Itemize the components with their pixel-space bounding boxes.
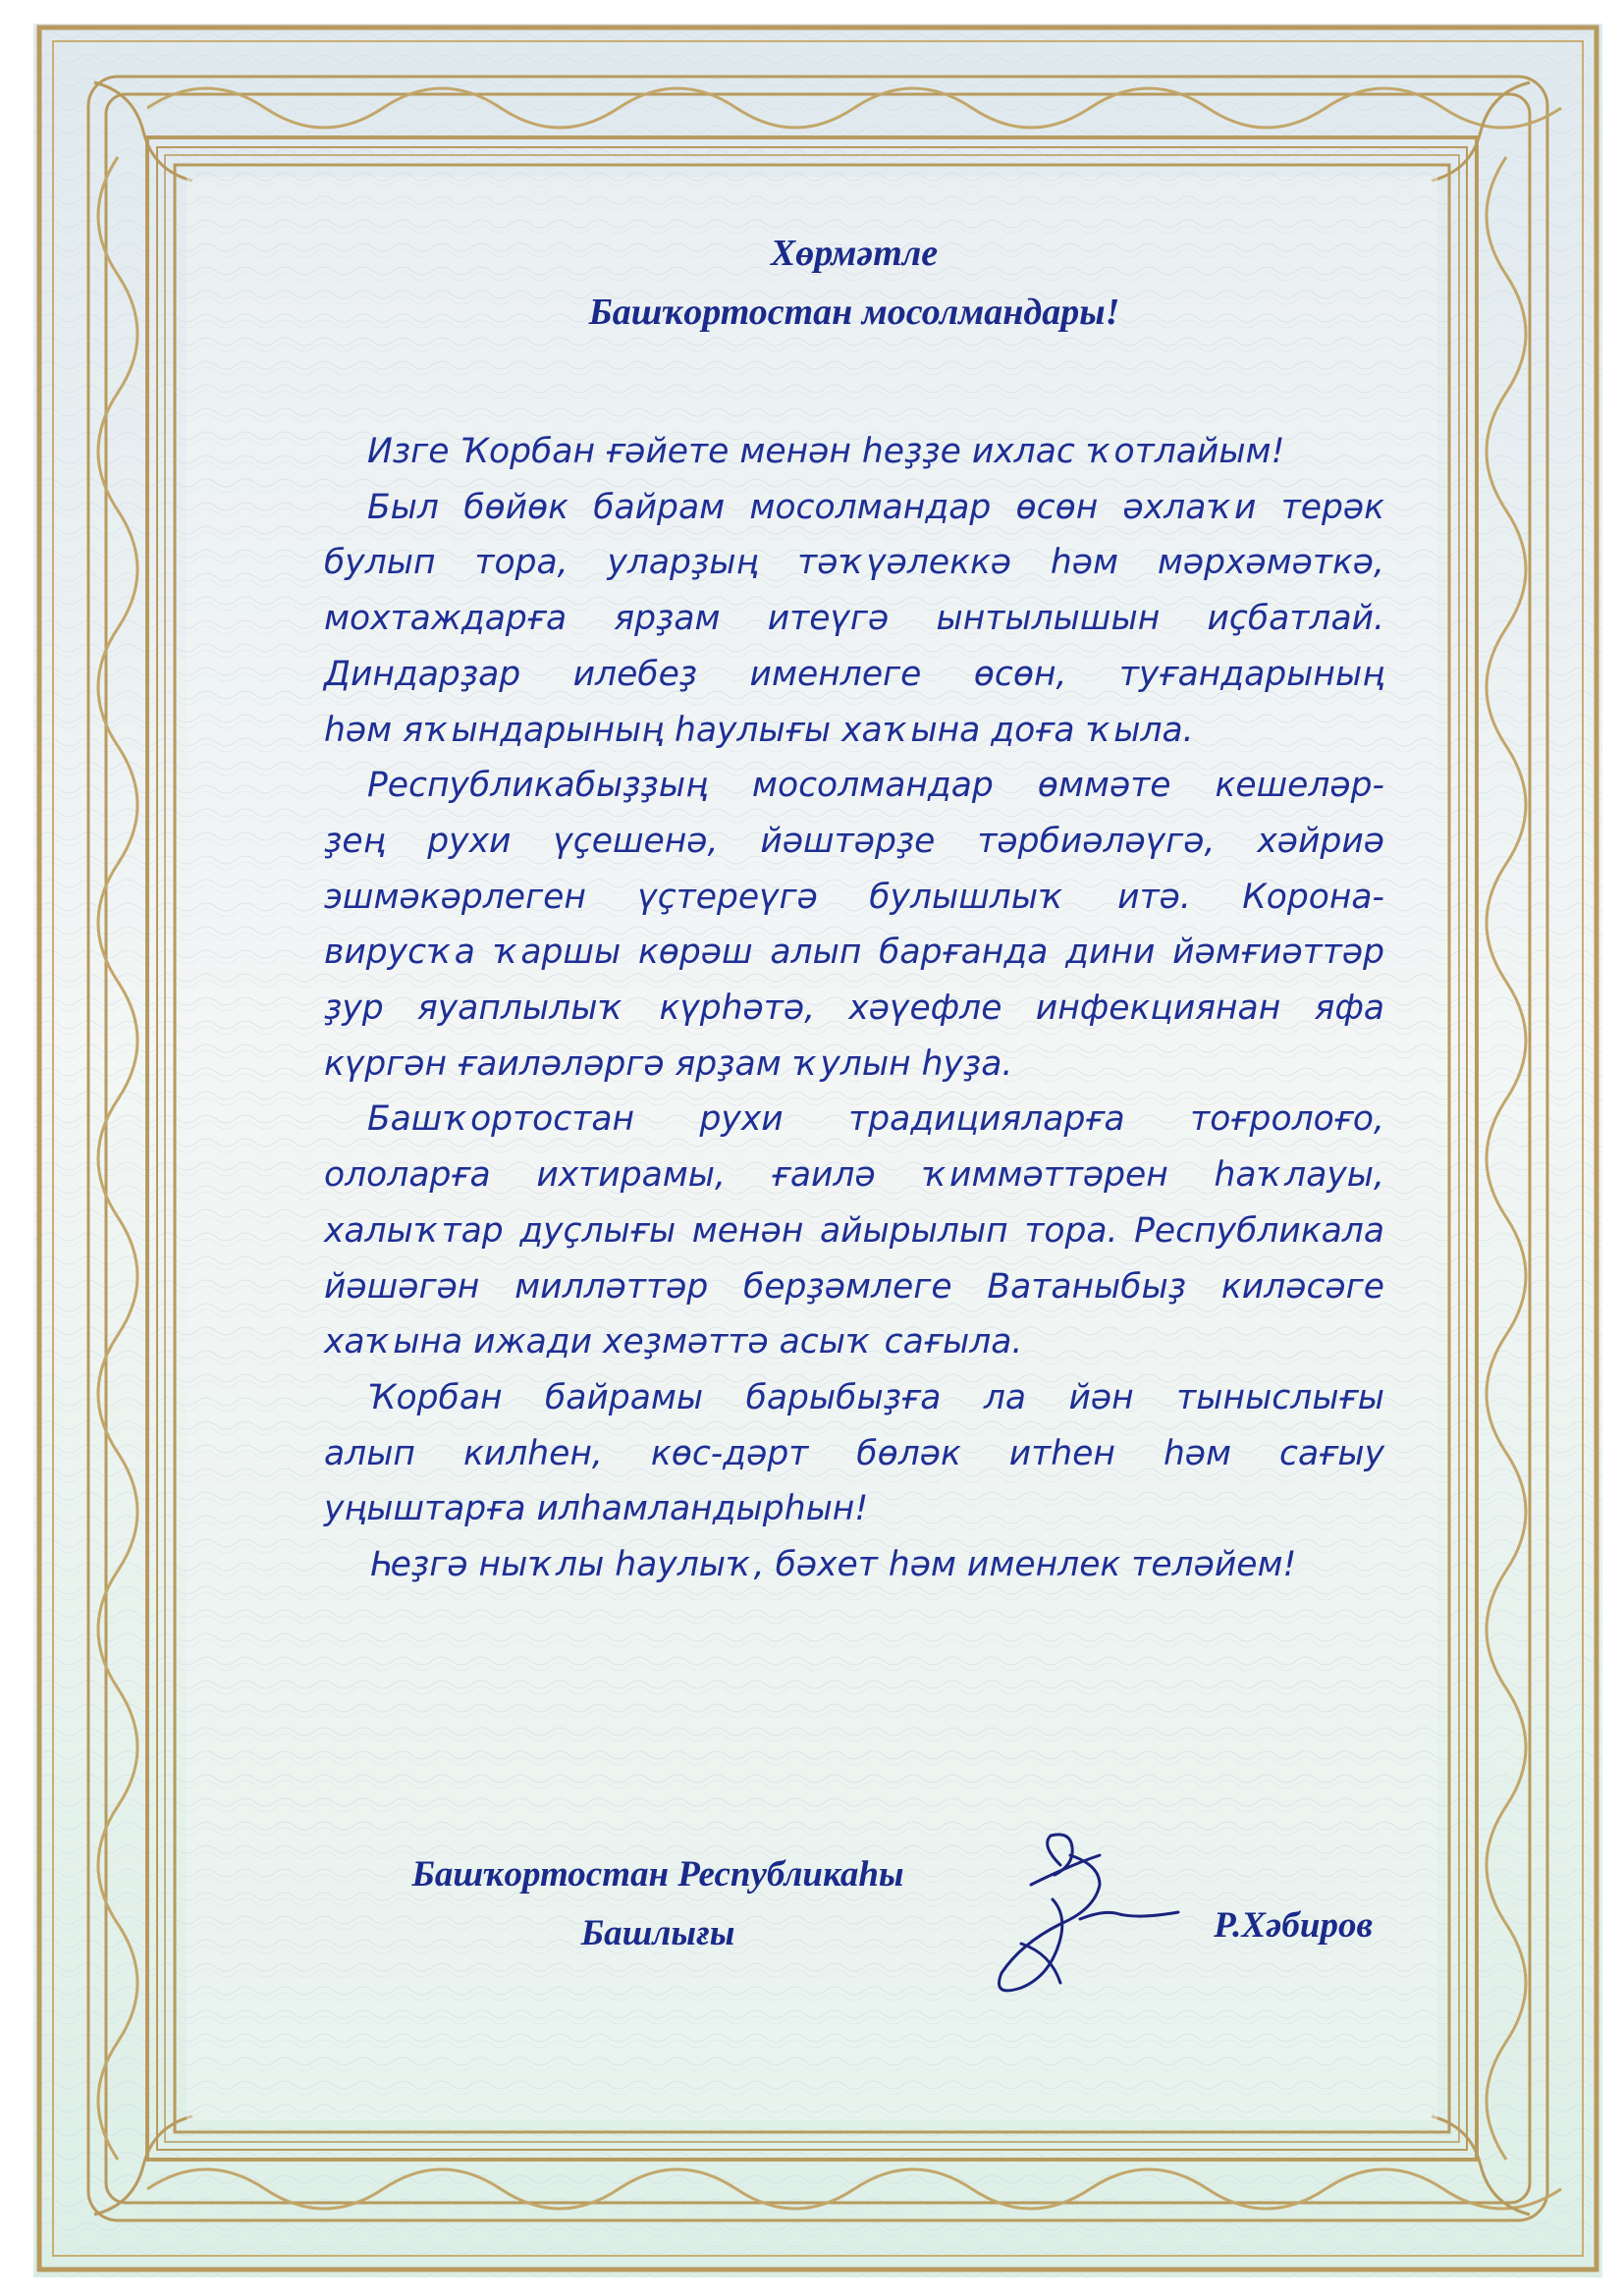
signatory-title — [334, 1845, 982, 1963]
body-line: ҙур яуаплылыҡ күрһәтә, хәүефле инфекциянан яфа — [324, 988, 1384, 1029]
signatory-name: Р.Хәбиров — [1214, 1905, 1373, 1946]
body-line: йәшәгән милләттәр берҙәмлеге Ватаныбыҙ киләсәге — [324, 1266, 1384, 1307]
body-line: һәм яҡындарының һаулығы хаҡына доға ҡыла. — [324, 710, 1194, 750]
body-line: халыҡтар дуҫлығы менән айырылып тора. Республикала — [324, 1210, 1384, 1251]
body-line: Ҡорбан байрамы барыбыҙға ла йән тыныслығы — [367, 1377, 1384, 1417]
body-line: уңыштарға илһамландырһын! — [324, 1489, 869, 1529]
greeting-heading — [324, 224, 1384, 342]
signature-block — [324, 1826, 1384, 2002]
body-line: Был бөйөк байрам мосолмандар өсөн әхлаҡи терәк — [367, 487, 1384, 527]
body-line: күргән ғаиләләргә ярҙам ҡулын һуҙа. — [324, 1043, 1013, 1084]
body-line: вирусҡа ҡаршы көрәш алып барғанда дини йәмғиәттәр — [324, 933, 1384, 973]
body-line: Изге Ҡорбан ғәйете менән һеҙҙе ихлас ҡотлайым! — [367, 432, 1285, 471]
letter-body — [324, 424, 1384, 1593]
heading-line-1: Хөрмәтле — [770, 233, 939, 274]
body-line: Диндарҙар илебеҙ именлеге өсөн, туғандарының — [324, 654, 1384, 694]
heading-line-2: Башҡортостан мосолмандары! — [588, 292, 1120, 333]
signatory-title-line-1: Башҡортостан Республикаһы — [411, 1854, 904, 1895]
body-line: Башҡортостан рухи традицияларға тоғролоғо, — [367, 1099, 1384, 1140]
body-line: булып тора, уларҙың тәҡүәлеккә һәм мәрхәмәткә, — [324, 543, 1384, 583]
signatory-title-line-2: Башлығы — [580, 1913, 735, 1953]
body-line: хаҡына ижади хеҙмәттә асыҡ сағыла. — [324, 1322, 1023, 1362]
body-line: Һеҙгә ныҡлы һаулыҡ, бәхет һәм именлек теләйем! — [367, 1545, 1297, 1585]
body-line: эшмәкәрлеген үҫтереүгә булышлыҡ итә. Корона- — [324, 877, 1384, 917]
body-line: алып килһен, көс-дәрт бөләк итһен һәм сағыу — [324, 1433, 1384, 1473]
body-line: ҙең рухи үҫешенә, йәштәрҙе тәрбиәләүгә, хәйриә — [324, 821, 1384, 861]
handwritten-signature — [933, 1826, 1188, 2012]
body-line: мохтаждарға ярҙам итеүгә ынтылышын иҫбатлай. — [324, 599, 1384, 639]
body-line: ололарға ихтирамы, ғаилә ҡиммәттәрен һаҡлауы, — [324, 1155, 1384, 1196]
letter-content — [324, 224, 1384, 1593]
body-line: Республикабыҙҙың мосолмандар өммәте кешеләр- — [367, 766, 1384, 806]
